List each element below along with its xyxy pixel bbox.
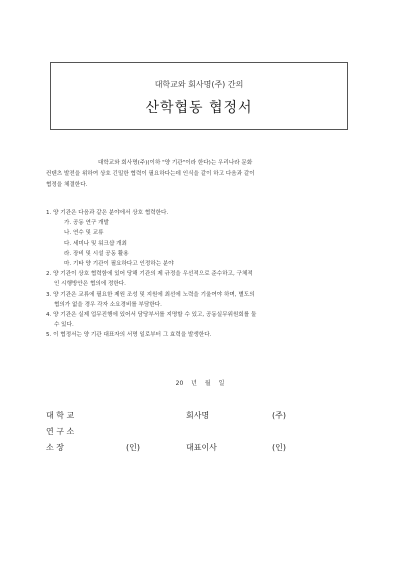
signature-block [46,410,356,458]
signature-line-1 [46,410,356,426]
article-1-item-da: 다. 세미나 및 워크샵 개최 [64,240,127,247]
article-1-item-ra: 라. 장비 및 시설 공동 활용 [64,250,129,257]
article-1: 1. 양 기관은 다음과 같은 분야에서 상호 협력한다. [46,210,169,216]
article-5: 5. 이 협정서는 양 기관 대표자의 서명 일로부터 그 효력을 발생한다. [46,332,212,339]
article-4-line-2: 수 있다. [54,322,74,329]
corporation-mark: (주) [272,411,286,420]
article-2-line-2: 인 시행방안은 협의에 정한다. [54,281,126,288]
article-3-line-1: 3. 양 기관은 교류에 필요한 제원 조성 및 지원에 최선에 노력을 기울여야 하며, 별도의 [46,291,255,298]
signing-date: 20 년 월 일 [175,380,225,387]
document-subtitle: 대학교와 회사명(주) 간의 [154,80,244,89]
article-3-line-2: 협의가 없을 경우 각자 소요경비를 부담한다. [54,301,162,308]
article-1-item-na: 나. 연수 및 교류 [64,230,104,237]
title-box [50,62,348,130]
institute-label: 연 구 소 [46,427,75,436]
university-label: 대 학 교 [46,411,75,420]
intro-line-3: 협정을 체결한다. [46,182,88,188]
intro-line-2: 컨텐츠 발전을 위하여 상호 긴밀한 협력이 필요하다는데 인식을 같이 하고 다음과 같이 [46,171,255,177]
intro-paragraph [46,158,346,191]
ceo-label: 대표이사 [186,443,217,452]
company-name-label: 회사명 [186,411,210,420]
article-1-item-ga: 가. 공동 연구 개발 [64,220,109,227]
articles-list [46,208,351,341]
ceo-seal: (인) [272,443,286,452]
signature-line-3 [46,442,356,458]
director-seal: (인) [126,443,140,452]
intro-line-1: 대학교와 회사명(주)(이하 "양 기관"이라 한다)는 우리나라 문화 [98,160,253,166]
article-2-line-1: 2. 양 기관이 상호 협력함에 있어 당해 기관의 제 규정을 우선적으로 준수하고, 구체적 [46,271,253,278]
article-1-item-ma: 마. 기타 양 기관이 필요하다고 인정하는 분야 [64,261,174,268]
signature-line-2 [46,426,356,442]
document-title: 산학협동 협정서 [145,100,253,116]
director-label: 소 장 [46,443,64,452]
article-4-line-1: 4. 양 기관은 실제 업무진행에 있어서 담당부서를 지명할 수 있고, 공동실무위원회를 둘 [46,312,257,319]
